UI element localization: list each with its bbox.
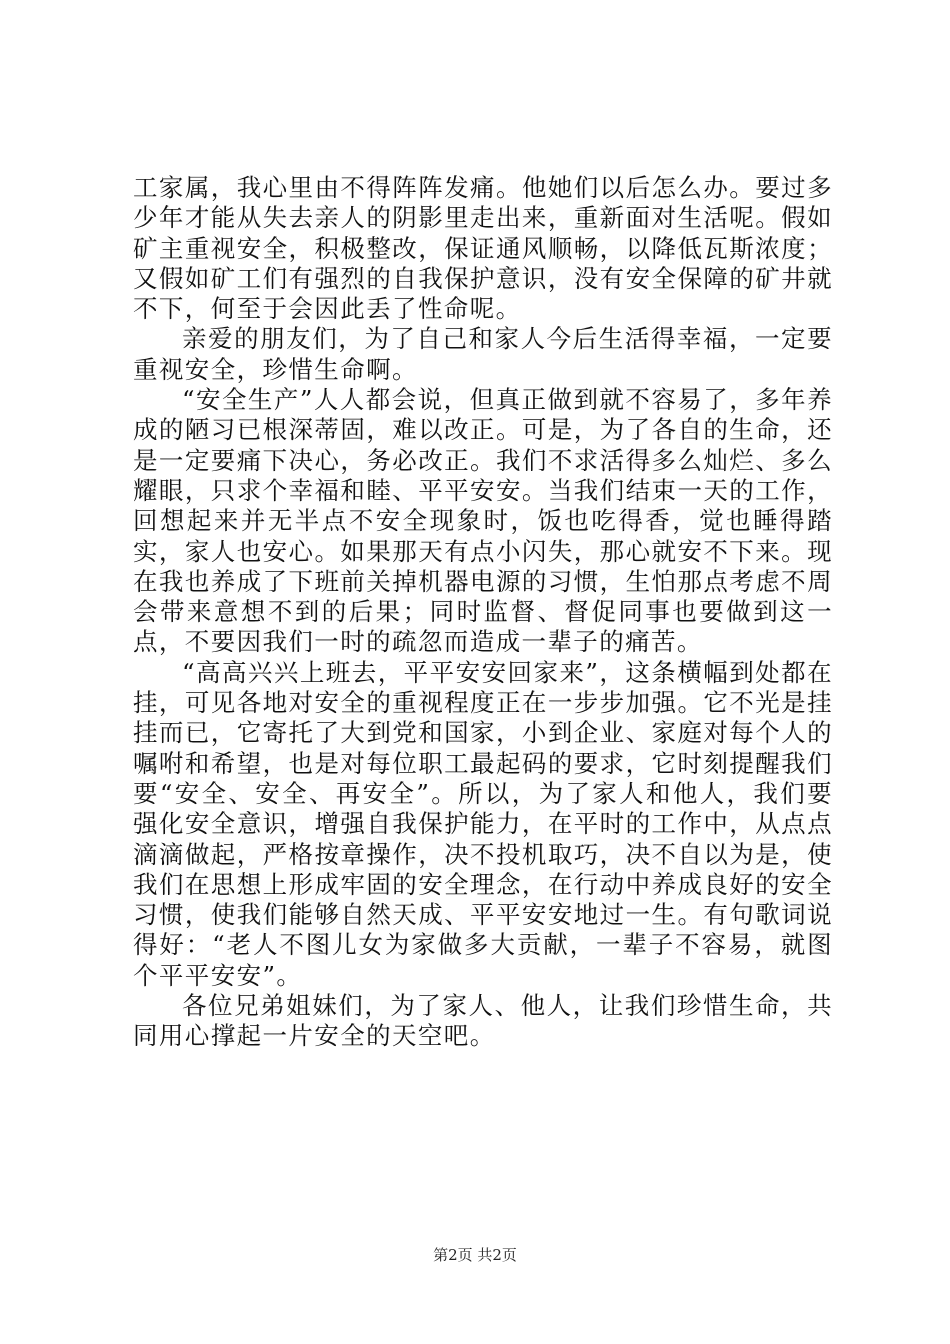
paragraph: 亲爱的朋友们，为了自己和家人今后生活得幸福，一定要重视安全，珍惜生命啊。 <box>133 324 833 384</box>
paragraph: 各位兄弟姐妹们，为了家人、他人，让我们珍惜生命，共同用心撑起一片安全的天空吧。 <box>133 991 833 1051</box>
page-number-footer: 第2页 共2页 <box>433 1246 517 1264</box>
paragraph: “高高兴兴上班去，平平安安回家来”，这条横幅到处都在挂，可见各地对安全的重视程度正在一步步加强。它不光是挂挂而已，它寄托了大到党和国家，小到企业、家庭对每个人的嘱咐和希望，也是对每位职工最起码的要求，它时刻提醒我们要“安全、安全、再安全”。所以，为了家人和他人，我们要强化安全意识，增强自我保护能力，在平时的工作中，从点点滴滴做起，严格按章操作，决不投机取巧，决不自以为是，使我们在思想上形成牢固的安全理念，在行动中养成良好的安全习惯，使我们能够自然天成、平平安安地过一生。有句歌词说得好：“老人不图儿女为家做多大贡献，一辈子不容易，就图个平平安安”。 <box>133 657 833 990</box>
document-body <box>133 173 833 1052</box>
paragraph: “安全生产”人人都会说，但真正做到就不容易了，多年养成的陋习已根深蒂固，难以改正。可是，为了各自的生命，还是一定要痛下决心，务必改正。我们不求活得多么灿烂、多么耀眼，只求个幸福和睦、平平安安。当我们结束一天的工作，回想起来并无半点不安全现象时，饭也吃得香，觉也睡得踏实，家人也安心。如果那天有点小闪失，那心就安不下来。现在我也养成了下班前关掉机器电源的习惯，生怕那点考虑不周会带来意想不到的后果；同时监督、督促同事也要做到这一点，不要因我们一时的疏忽而造成一辈子的痛苦。 <box>133 385 833 657</box>
paragraph-continuation: 工家属，我心里由不得阵阵发痛。他她们以后怎么办。要过多少年才能从失去亲人的阴影里走出来，重新面对生活呢。假如矿主重视安全，积极整改，保证通风顺畅，以降低瓦斯浓度；又假如矿工们有强烈的自我保护意识，没有安全保障的矿井就不下，何至于会因此丢了性命呢。 <box>133 173 833 324</box>
